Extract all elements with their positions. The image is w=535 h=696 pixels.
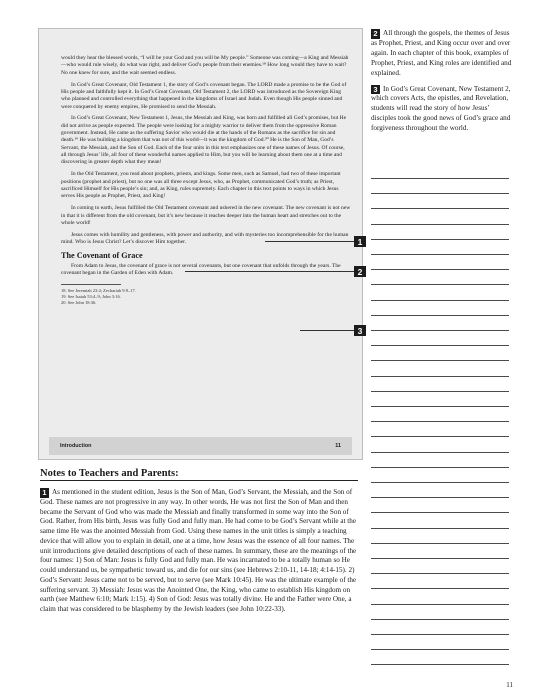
writing-line bbox=[371, 178, 509, 179]
writing-line bbox=[371, 604, 509, 605]
teacher-notes bbox=[40, 468, 358, 615]
writing-line bbox=[371, 330, 509, 331]
writing-line bbox=[371, 300, 509, 301]
side-note bbox=[371, 85, 516, 135]
note-marker-3: 3 bbox=[354, 325, 366, 336]
side-note-text: All through the gospels, the themes of Jesus as Prophet, Priest, and King occur over and over again. In each chapter of this book, examples of Prophet, Priest, and King roles are identified and explained. bbox=[371, 29, 512, 77]
student-paragraph: From Adam to Jesus, the covenant of grace is not several covenants, but one covenant that unfolds through the years. The covenant began in the Garden of Eden with Adam. bbox=[61, 262, 341, 277]
writing-line bbox=[371, 528, 509, 529]
writing-line bbox=[371, 452, 509, 453]
section-heading: The Covenant of Grace bbox=[61, 250, 143, 260]
note-marker-2: 2 bbox=[354, 266, 366, 277]
writing-line bbox=[371, 482, 509, 483]
note-marker-1: 1 bbox=[354, 236, 366, 247]
writing-line bbox=[371, 512, 509, 513]
side-note-text: In God’s Great Covenant, New Testament 2, which covers Acts, the epistles, and Revelation, students will read the story of how Jesus’ disciples took the good news of God’s grace and forgiveness throughout the world. bbox=[371, 84, 511, 133]
writing-line bbox=[371, 634, 509, 635]
footer-label: Introduction bbox=[60, 443, 92, 449]
writing-line bbox=[371, 360, 509, 361]
writing-line bbox=[371, 497, 509, 498]
writing-line bbox=[371, 543, 509, 544]
writing-line bbox=[371, 193, 509, 194]
student-page-text bbox=[61, 55, 351, 307]
writing-line bbox=[371, 224, 509, 225]
writing-line bbox=[371, 208, 509, 209]
footer-page-number: 11 bbox=[335, 443, 341, 449]
note-number-badge: 3 bbox=[371, 85, 380, 95]
writing-line bbox=[371, 315, 509, 316]
student-paragraph: In the Old Testament, you read about prophets, priests, and kings. Some men, such as Samuel, had two of these important positions (prophet and priest), but no one was all three except Jesus, who, as Prophet, communicated God’s truth; as Priest, sacrificed Himself for His people’s sin; and, as King, rules supremely. Each chapter in this text points to ways in which Jesus serves His people as Prophet, Priest, and King! bbox=[61, 171, 341, 200]
teacher-notes-text: As mentioned in the student edition, Jesus is the Son of Man, God’s Servant, the Messiah, and the Son of God. These names are not progressive in any way. In other words, He was not first the Son of Man and then became the Servant of God who was made the Messiah and finally transformed in some way into the Son of God. Rather, from His birth, Jesus was fully God and fully man. He had come to be God’s Servant while at the same time He was the anointed Messiah from God. Using these names in the unit titles is simply a teaching device that will allow you to explain in detail, one at a time, how Jesus was the essence of all four names. The unit introductions give detailed descriptions of each of these names. In summary, these are the meanings of the four names: 1) Son of Man: Jesus is fully God and fully man. He was incarnated to be a totally human so He could understand us, be sympathetic toward us, and die for our sins (see Hebrews 2:10-11, 14-18; 4:14-15). 2) God’s Servant: Jesus came not to be served, but to serve (see Mark 10:45). He was the ultimate example of the suffering servant. 3) Messiah: Jesus was the Anointed One, the King, who came to establish His kingdom on earth (see Matthew 6:10; Mark 1:15). 4) Son of God: Jesus was totally divine. He and the Father were One, a claim that was considered to be blasphemy by the Jewish leaders (see John 10:22-33). bbox=[40, 488, 357, 613]
writing-line bbox=[371, 573, 509, 574]
student-paragraph: In God’s Great Covenant, New Testament 1, Jesus, the Messiah and King, was born and fulfilled all God’s promises, but He did not arrive as people expected. The people were looking for a mighty warrior to deliver them from the oppressive Roman government. Instead, He came as the suffering Savior who would die at the hands of the Romans as the sacrifice for sin and death.¹⁹ He was building a kingdom that was not of this world—it was the kingdom of God.²⁰ He is the Son of Man, God’s Servant, the Messiah, and the Son of God. Each of the four units in this text emphasizes one of these names of Jesus. Of course, all through Jesus’ life, all four of these wonderful names applied to Him, but you will be learning about them one at a time and discovering in greater depth what they mean! bbox=[61, 115, 347, 166]
marker-leader-line bbox=[300, 330, 356, 331]
footnote-divider bbox=[61, 284, 121, 285]
student-paragraph: would they hear the blessed words, “I will be your God and you will be My people.” Someone was coming—a King and Messiah—who would rule wisely, do what was right, and deliver God’s people from their enemies.¹⁸ How long would they have to wait? No one knew for sure, and the wait seemed endless. bbox=[61, 55, 349, 76]
writing-line bbox=[371, 649, 509, 650]
writing-line bbox=[371, 664, 509, 665]
marker-leader-line bbox=[265, 241, 356, 242]
side-notes bbox=[371, 29, 516, 140]
student-page-preview bbox=[38, 28, 363, 460]
teacher-notes-body bbox=[40, 488, 358, 615]
teacher-notes-title: Notes to Teachers and Parents: bbox=[40, 468, 358, 481]
footnote: 18. See Jeremiah 23:4; Zechariah 9:9–17. bbox=[61, 287, 136, 293]
footnote: 19. See Isaiah 53:4–9; John 3:16. bbox=[61, 294, 121, 299]
student-paragraph: Jesus comes with humility and gentleness, with power and authority, and with mysteries too incomprehensible for the human mind. Who is Jesus Christ? Let’s discover Him together. bbox=[61, 231, 349, 246]
writing-line bbox=[371, 406, 509, 407]
student-paragraph: In coming to earth, Jesus fulfilled the Old Testament covenant and ushered in the new covenant. The new covenant is not new in that it is different from the old covenant, but it’s new because it reaches deeper into the human heart and stretches out to the whole world! bbox=[61, 205, 351, 226]
writing-line bbox=[371, 436, 509, 437]
writing-line bbox=[371, 588, 509, 589]
writing-line bbox=[371, 558, 509, 559]
student-page-footer bbox=[49, 437, 352, 455]
writing-line bbox=[371, 269, 509, 270]
side-note bbox=[371, 29, 516, 79]
writing-line bbox=[371, 284, 509, 285]
writing-line bbox=[371, 619, 509, 620]
writing-line bbox=[371, 391, 509, 392]
writing-line bbox=[371, 254, 509, 255]
footnote: 20. See John 18:36. bbox=[61, 300, 97, 306]
marker-leader-line bbox=[185, 271, 356, 272]
writing-line bbox=[371, 376, 509, 377]
page-number: 11 bbox=[506, 681, 513, 689]
note-number-badge: 1 bbox=[40, 488, 49, 498]
writing-line bbox=[371, 345, 509, 346]
writing-line bbox=[371, 239, 509, 240]
writing-line bbox=[371, 467, 509, 468]
note-number-badge: 2 bbox=[371, 29, 380, 39]
writing-line bbox=[371, 421, 509, 422]
student-paragraph: In God’s Great Covenant, Old Testament 1, the story of God’s covenant began. The LORD made a promise to be the God of His people and faithfully kept it. In God’s Great Covenant, Old Testament 2, the LORD was introduced as the Sovereign King who planned and controlled everything that happened in the kingdoms of Israel and Judah. Even though His people sinned and were conquered by enemy empires, He promised to send the Messiah. bbox=[61, 81, 347, 110]
